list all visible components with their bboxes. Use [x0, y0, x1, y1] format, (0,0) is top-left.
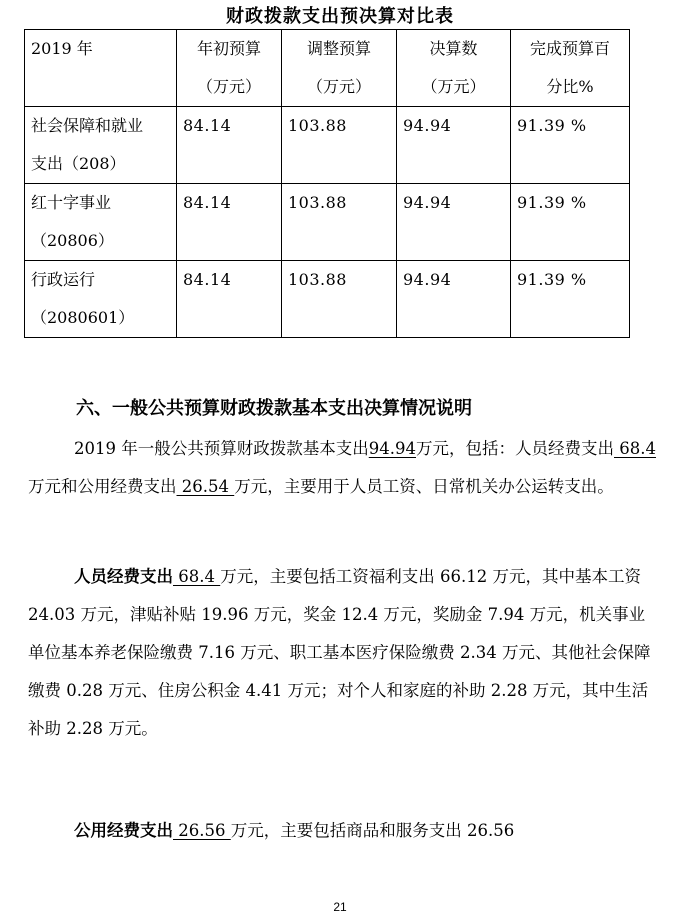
paragraph-public-expenditure: 公用经费支出 26.56 万元，主要包括商品和服务支出 26.56 — [74, 821, 515, 840]
amount-public: 26.54 — [176, 477, 235, 496]
row-initial: 84.14 — [177, 184, 282, 261]
row-adjusted: 103.88 — [282, 184, 397, 261]
table-row — [25, 184, 630, 261]
amount-total: 94.94 — [368, 439, 416, 458]
paragraph-basic-expenditure: 2019 年一般公共预算财政拨款基本支出94.94万元，包括：人员经费支出 68.4 万元和公用经费支出 26.54 万元，主要用于人员工资、日常机关办公运转支出。 — [28, 439, 656, 496]
table-header-row — [25, 30, 630, 107]
section-heading: 六、一般公共预算财政拨款基本支出决算情况说明 — [76, 398, 472, 419]
row-initial: 84.14 — [177, 107, 282, 184]
budget-comparison-table — [24, 29, 630, 338]
header-initial-budget: 年初预算 （万元） — [177, 30, 282, 107]
label-public: 公用经费支出 — [74, 821, 173, 840]
row-final: 94.94 — [397, 184, 511, 261]
table-row — [25, 261, 630, 338]
row-final: 94.94 — [397, 107, 511, 184]
header-year: 2019 年 — [25, 30, 177, 107]
row-item: 红十字事业 （20806） — [25, 184, 177, 261]
row-adjusted: 103.88 — [282, 261, 397, 338]
row-final: 94.94 — [397, 261, 511, 338]
row-initial: 84.14 — [177, 261, 282, 338]
header-completion-rate: 完成预算百 分比% — [511, 30, 630, 107]
row-rate: 91.39 % — [511, 261, 630, 338]
table-title: 财政拨款支出预决算对比表 — [226, 6, 454, 27]
amount-personnel: 68.4 — [614, 439, 656, 458]
header-final-accounts: 决算数 （万元） — [397, 30, 511, 107]
paragraph-personnel-expenditure: 人员经费支出 68.4 万元，主要包括工资福利支出 66.12 万元，其中基本工资 24.03 万元，津贴补贴 19.96 万元，奖金 12.4 万元，奖励金 7.94 万元，机关事业单位基本养老保险缴费 7.16 万元、职工基本医疗保险缴费 2.34 万元、其他社会保障缴费 0.28 万元、住房公积金 4.41 万元；对个人和家庭的补助 2.28 万元，其中生活补助 2.28 万元。 — [28, 567, 651, 738]
amount-public-detail: 26.56 — [173, 821, 231, 840]
row-rate: 91.39 % — [511, 184, 630, 261]
amount-personnel-detail: 68.4 — [173, 567, 221, 586]
row-rate: 91.39 % — [511, 107, 630, 184]
row-adjusted: 103.88 — [282, 107, 397, 184]
table-row — [25, 107, 630, 184]
row-item: 社会保障和就业 支出（208） — [25, 107, 177, 184]
label-personnel: 人员经费支出 — [74, 567, 173, 586]
row-item: 行政运行 （2080601） — [25, 261, 177, 338]
page-number: 21 — [333, 900, 347, 914]
header-adjusted-budget: 调整预算 （万元） — [282, 30, 397, 107]
